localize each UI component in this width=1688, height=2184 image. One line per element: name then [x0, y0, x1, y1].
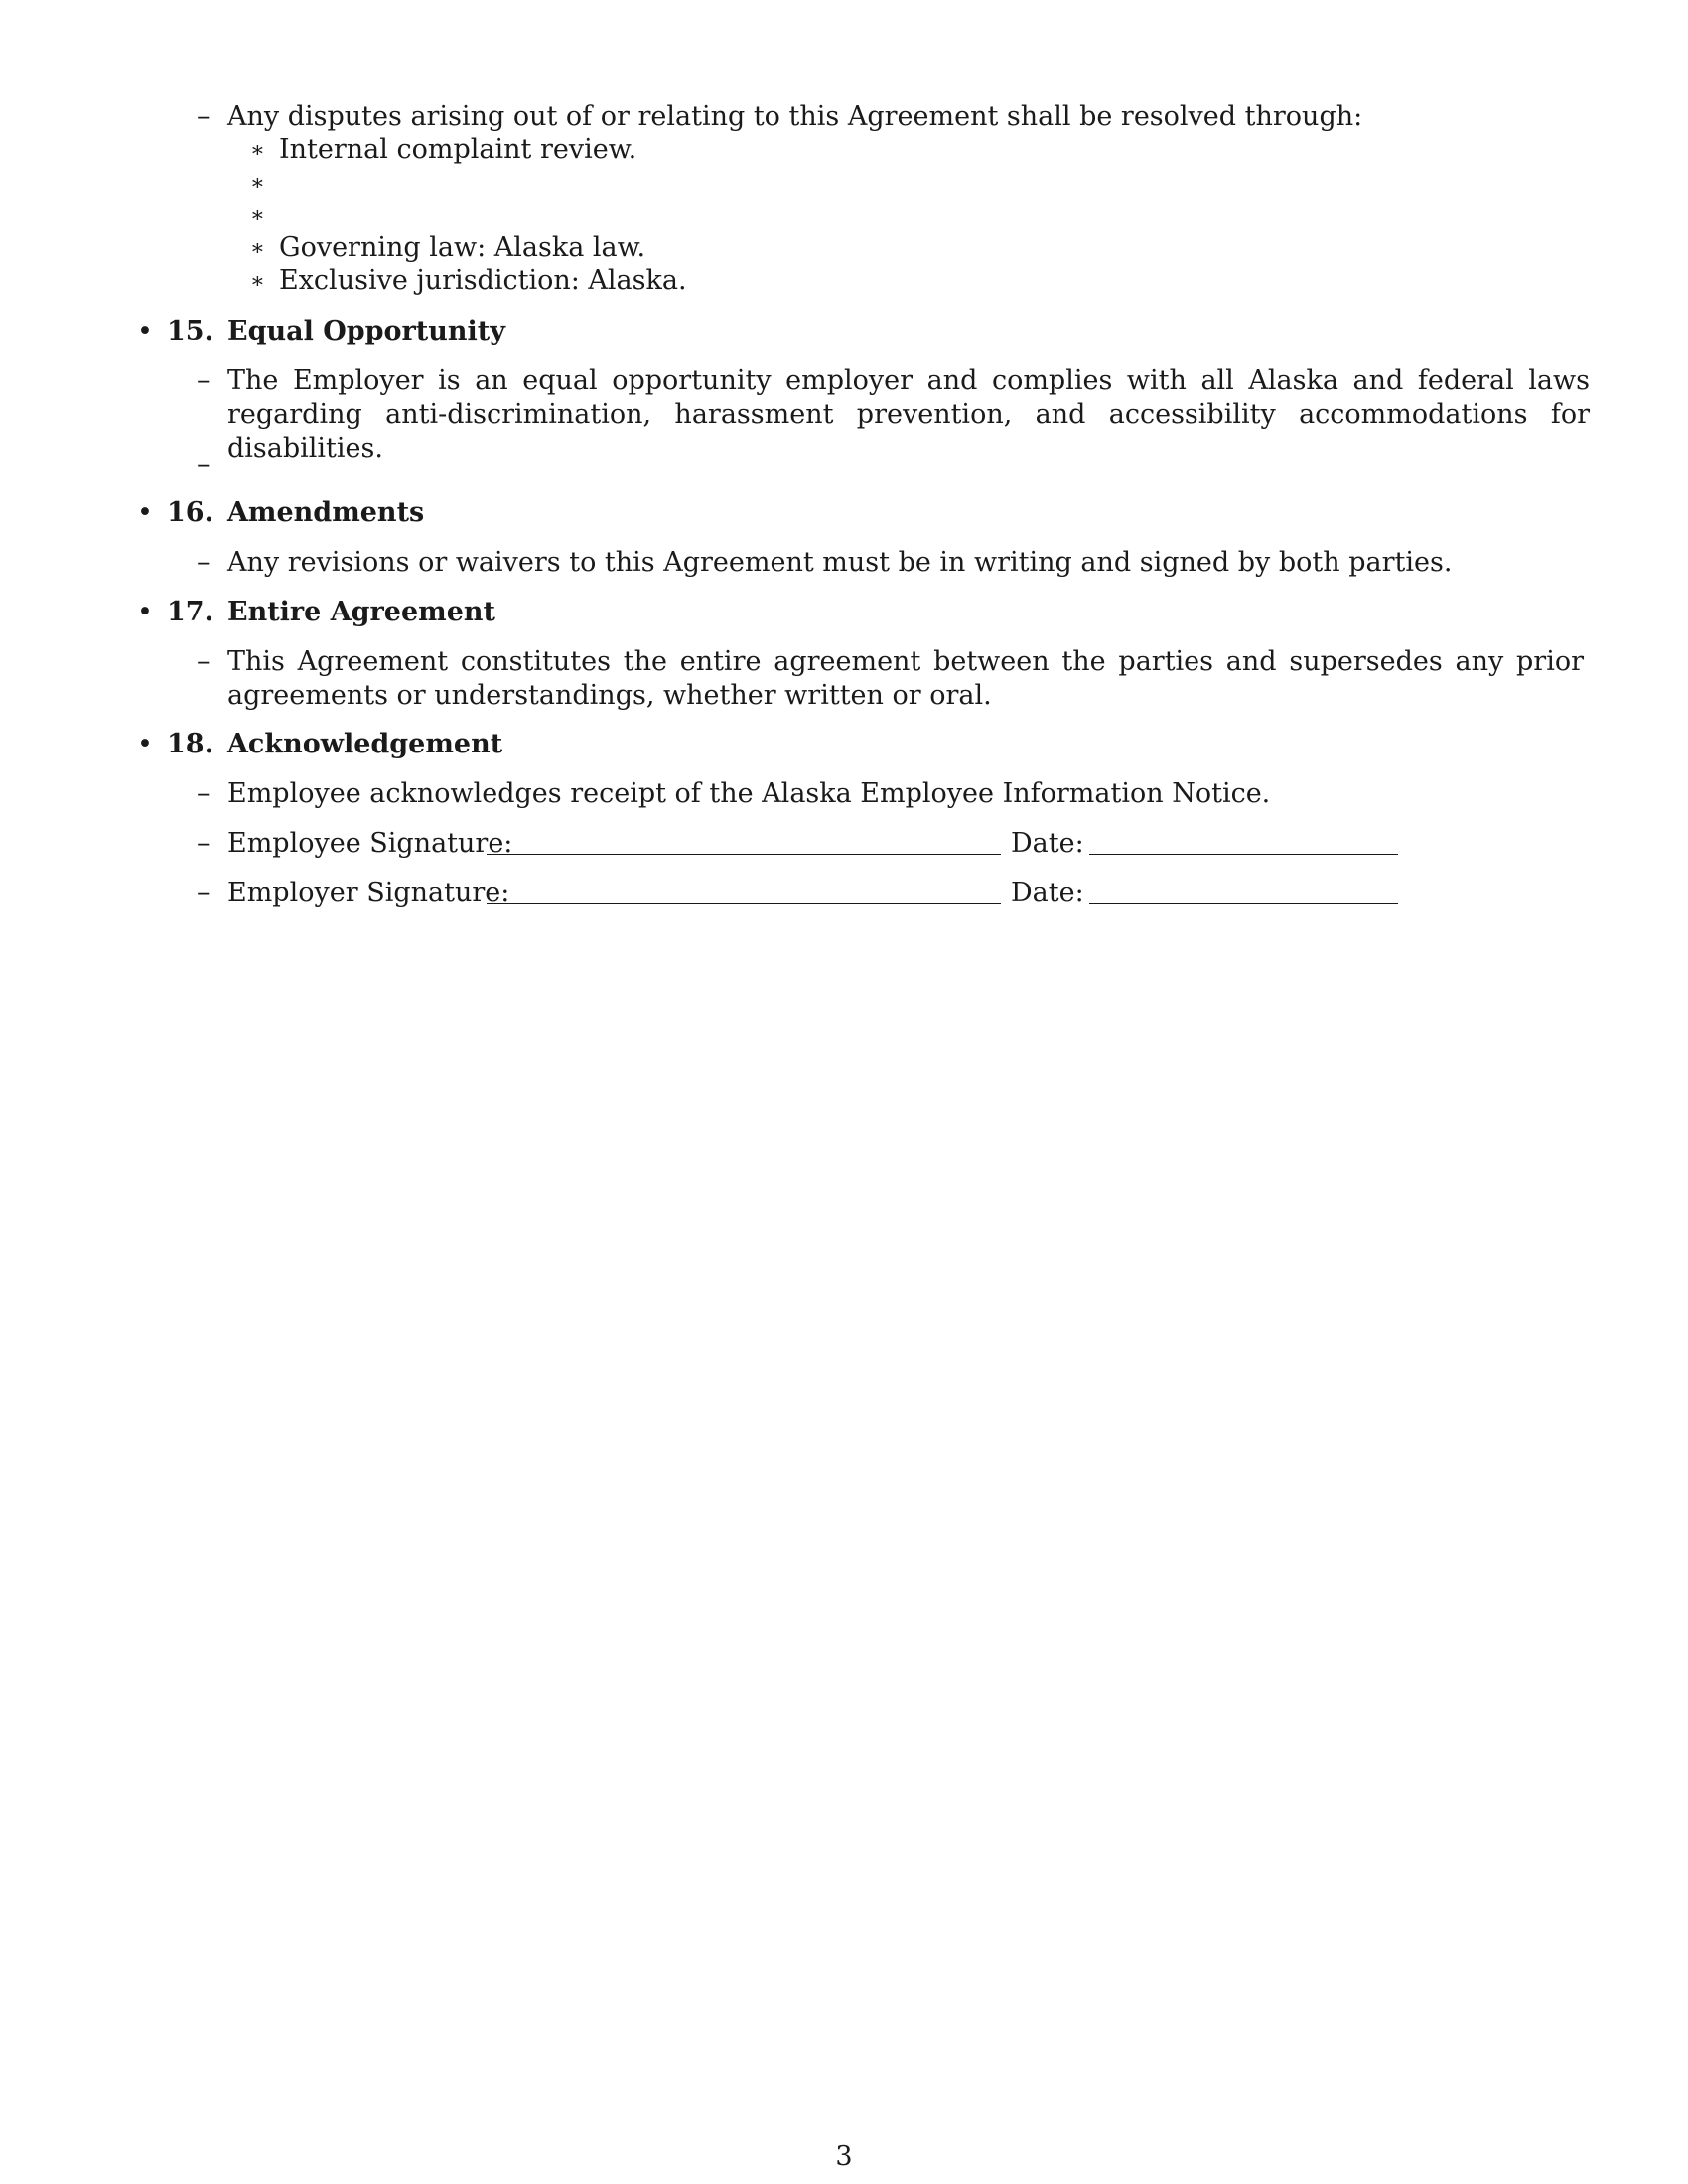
- star-marker: ∗: [250, 204, 265, 228]
- employee-signature-line[interactable]: [487, 854, 1001, 855]
- bullet-marker: •: [137, 497, 153, 528]
- dash-marker: –: [197, 878, 211, 908]
- section-17-heading: [167, 596, 495, 629]
- dispute-item: Exclusive jurisdiction: Alaska.: [279, 265, 687, 296]
- employer-date-label: Date:: [1011, 878, 1084, 908]
- employee-signature-label: Employee Signature:: [227, 828, 513, 859]
- dash-marker: –: [197, 365, 211, 396]
- star-marker: ∗: [250, 138, 265, 163]
- employer-date-line[interactable]: [1089, 903, 1398, 904]
- section-16-heading: [167, 496, 424, 530]
- dispute-item: Internal complaint review.: [279, 134, 637, 165]
- dash-marker: –: [197, 101, 211, 132]
- dash-marker: –: [197, 646, 211, 677]
- bullet-marker: •: [137, 729, 153, 759]
- section-16-text: Any revisions or waivers to this Agreement must be in writing and signed by both parties.: [227, 547, 1453, 578]
- star-marker: ∗: [250, 236, 265, 261]
- section-number: 15.: [167, 316, 213, 346]
- section-number: 17.: [167, 597, 213, 627]
- bullet-marker: •: [137, 316, 153, 346]
- section-number: 18.: [167, 729, 213, 759]
- section-18-text: Employee acknowledges receipt of the Alaska Employee Information Notice.: [227, 778, 1271, 809]
- star-marker: ∗: [250, 171, 265, 196]
- section-17-text: This Agreement constitutes the entire agreement between the parties and supersedes any prior agreements or understandings, whether written or oral.: [227, 646, 1584, 711]
- section-15-heading: [167, 315, 505, 348]
- dash-marker: –: [197, 449, 211, 479]
- section-title: Equal Opportunity: [226, 316, 505, 346]
- section-18-heading: [167, 728, 502, 761]
- star-marker: ∗: [250, 269, 265, 294]
- dispute-intro: Any disputes arising out of or relating to this Agreement shall be resolved through:: [227, 101, 1363, 132]
- employee-date-label: Date:: [1011, 828, 1084, 859]
- section-15-text: The Employer is an equal opportunity employer and complies with all Alaska and federal laws regarding anti-discrimination, harassment prevention, and accessibility accommodations for disabilities.: [227, 365, 1590, 464]
- dash-marker: –: [197, 778, 211, 809]
- section-number: 16.: [167, 497, 213, 528]
- page-number: 3: [835, 2141, 853, 2172]
- dispute-item: Governing law: Alaska law.: [279, 232, 646, 263]
- section-title: Acknowledgement: [226, 729, 503, 759]
- employer-signature-line[interactable]: [487, 903, 1001, 904]
- bullet-marker: •: [137, 597, 153, 627]
- dash-marker: –: [197, 828, 211, 859]
- section-title: Amendments: [226, 497, 425, 528]
- employer-signature-label: Employer Signature:: [227, 878, 510, 908]
- employee-date-line[interactable]: [1089, 854, 1398, 855]
- section-title: Entire Agreement: [226, 597, 495, 627]
- dash-marker: –: [197, 547, 211, 578]
